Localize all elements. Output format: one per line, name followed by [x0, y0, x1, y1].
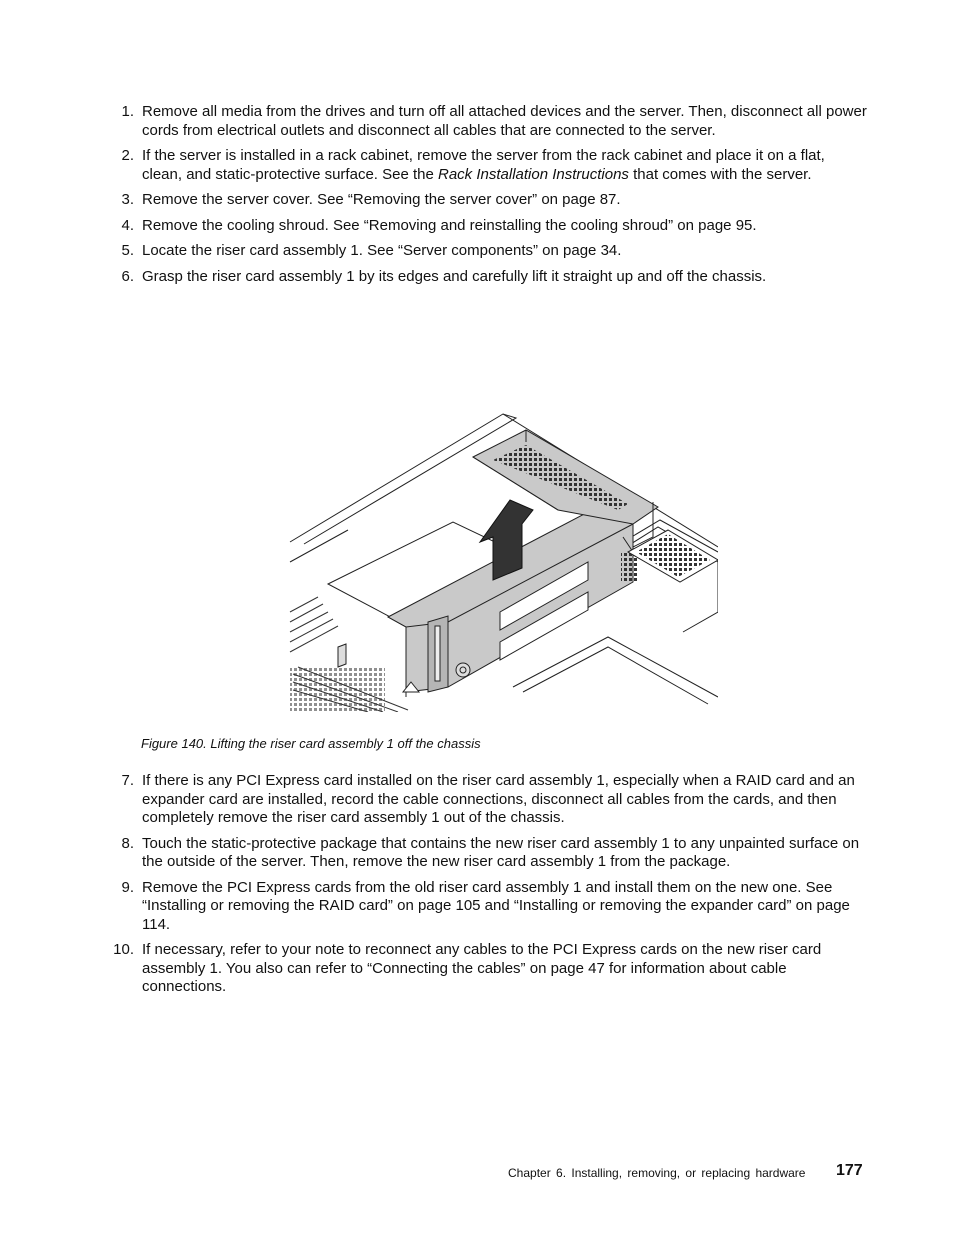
step-text: Grasp the riser card assembly 1 by its edges and carefully lift it straight up and off the chassis.	[142, 267, 767, 285]
step-item	[108, 103, 868, 140]
step-number: 7.	[121, 772, 134, 789]
step-text: Remove all media from the drives and turn off all attached devices and the server. Then, disconnect all power cords from electrical outlets and disconnect all cables that are connected to the server.	[142, 103, 867, 139]
step-text: If the server is installed in a rack cabinet, remove the server from the rack cabinet and place it on a flat, clean, and static-protective surface. See the	[142, 147, 825, 183]
step-number: 2.	[121, 147, 134, 164]
step-text: Remove the cooling shroud. See “Removing and reinstalling the cooling shroud” on page 95.	[142, 216, 757, 234]
step-number: 9.	[121, 878, 134, 896]
step-number: 6.	[121, 267, 134, 285]
chapter-footer: Chapter 6. Installing, removing, or replacing hardware	[508, 1166, 806, 1180]
step-item	[108, 879, 868, 935]
step-text: Locate the riser card assembly 1. See “Server components” on page 34.	[142, 242, 622, 259]
steps-list-after-figure	[108, 772, 868, 1004]
step-number: 1.	[121, 103, 134, 120]
step-item	[108, 772, 868, 828]
step-text: Remove the server cover. See “Removing the server cover” on page 87.	[142, 191, 621, 208]
page-number: 177	[836, 1162, 863, 1179]
step-number: 5.	[121, 242, 134, 259]
step-item	[108, 147, 868, 184]
step-item	[108, 268, 868, 287]
step-number: 8.	[121, 834, 134, 852]
step-text: that comes with the server.	[628, 165, 812, 183]
step-text: Touch the static-protective package that contains the new riser card assembly 1 to any unpainted surface on the outside of the server. Then, remove the new riser card assembly 1 from the package.	[142, 834, 860, 870]
step-number: 4.	[121, 216, 134, 234]
step-item	[108, 941, 868, 997]
step-text-italic: Rack Installation Instructions	[438, 165, 629, 183]
step-item	[108, 242, 868, 261]
step-item	[108, 191, 868, 210]
step-text: If necessary, refer to your note to reconnect any cables to the PCI Express cards on the new riser card assembly 1. You also can refer to “Connecting the cables” on page 47 for information about cable connections.	[142, 941, 822, 995]
step-number: 10.	[113, 941, 134, 958]
step-text: Remove the PCI Express cards from the old riser card assembly 1 and install them on the new one. See “Installing or removing the RAID card” on page 105 and “Installing or removing the expander card” on page 114.	[142, 878, 850, 933]
step-text: If there is any PCI Express card installed on the riser card assembly 1, especially when a RAID card and an expander card are installed, record the cable connections, disconnect all cables from the cards, and then completely remove the riser card assembly 1 out of the chassis.	[142, 772, 855, 826]
step-item	[108, 835, 868, 872]
figure-caption: Figure 140. Lifting the riser card assembly 1 off the chassis	[141, 736, 481, 751]
steps-list-before-figure	[108, 103, 868, 293]
step-number: 3.	[121, 191, 134, 208]
step-item	[108, 217, 868, 236]
riser-card-illustration	[288, 412, 718, 712]
